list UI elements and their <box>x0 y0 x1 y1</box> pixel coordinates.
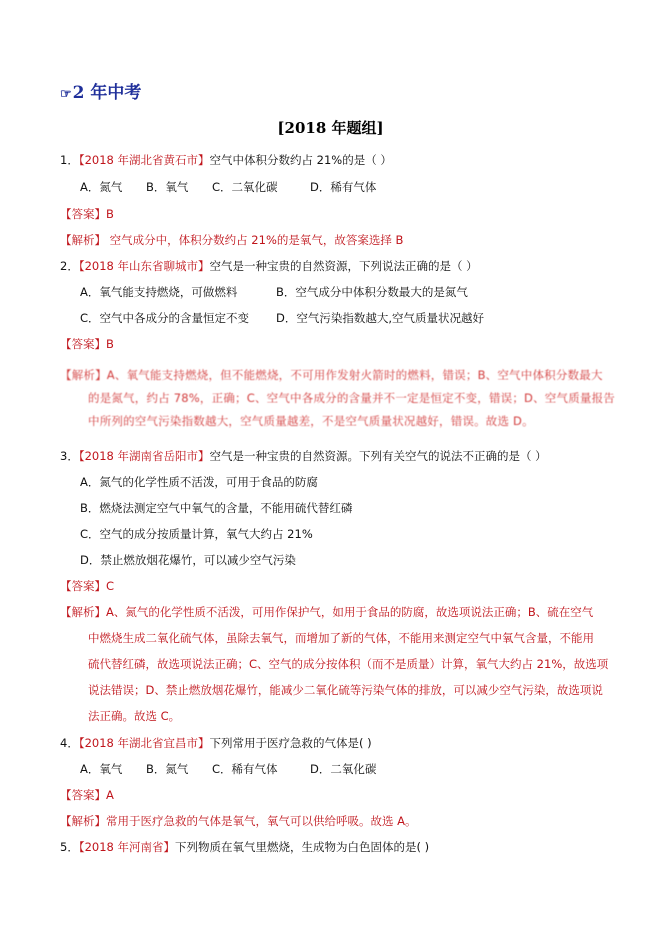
q2-options-row2 <box>80 310 484 326</box>
q1-options <box>80 179 376 195</box>
answer-label: 【答案】 <box>60 579 106 593</box>
q2-answer <box>60 336 114 352</box>
q4-option-b: B．氮气 <box>146 762 189 776</box>
q2-source: 【2018 年山东省聊城市】 <box>78 259 210 273</box>
q4-line <box>60 735 372 751</box>
q3-option-d: D．禁止燃放烟花爆竹，可以减少空气污染 <box>80 553 296 567</box>
q4-options <box>80 761 376 777</box>
q1-option-c: C．二氧化碳 <box>212 180 278 194</box>
q4-stem: 下列常用于医疗急救的气体是( ) <box>209 736 372 750</box>
q3-number: 3． <box>60 449 79 463</box>
q2-explanation-line2: 的是氮气，约占 78%，正确；C、空气中各成分的含量并不一定是恒定不变，错误；D、空气质量报告 <box>88 391 615 405</box>
answer-label: 【答案】 <box>60 788 106 802</box>
q3-line <box>60 448 547 464</box>
q2-line <box>60 258 478 274</box>
q3-stem: 空气是一种宝贵的自然资源。下列有关空气的说法不正确的是（ ） <box>209 449 547 463</box>
q1-number: 1． <box>60 153 79 167</box>
q1-explanation-text: 空气成分中，体积分数约占 21%的是氧气，故答案选择 B <box>106 233 404 247</box>
explanation-label: 【解析】 <box>60 233 106 247</box>
q2-number: 2． <box>60 259 79 273</box>
q4-number: 4． <box>60 736 79 750</box>
q2-explanation-line1: 【解析】A、氧气能支持燃烧，但不能燃烧，不可用作发射火箭时的燃料，错误；B、空气中体积分数最大 <box>60 368 603 382</box>
q1-answer-value: B <box>106 207 114 221</box>
q1-answer <box>60 206 114 222</box>
q4-explanation <box>60 813 417 829</box>
q5-number: 5． <box>60 840 79 854</box>
q1-stem: 空气中体积分数约占 21%的是（ ） <box>209 153 392 167</box>
q1-option-b: B．氧气 <box>146 180 189 194</box>
q3-answer-value: C <box>106 579 115 593</box>
pointing-hand-icon: ☞ <box>60 87 72 102</box>
q3-explanation-line1: 【解析】A、氮气的化学性质不活泼，可用作保护气，如用于食品的防腐，故选项说法正确；B、硫在空气 <box>60 605 594 619</box>
q5-stem: 下列物质在氧气里燃烧，生成物为白色固体的是( ) <box>175 840 430 854</box>
q4-answer-value: A <box>106 788 114 802</box>
q3-explanation-line5: 法正确。故选 C。 <box>88 709 181 723</box>
section-title: 2 年中考 <box>72 83 142 103</box>
q2-option-c: C．空气中各成分的含量恒定不变 <box>80 311 250 325</box>
answer-label: 【答案】 <box>60 207 106 221</box>
q2-explanation-line3: 中所列的空气污染指数越大，空气质量越差，不是空气质量状况越好，错误。故选 D。 <box>88 414 534 428</box>
q4-option-c: C．稀有气体 <box>212 762 278 776</box>
q2-option-d: D．空气污染指数越大,空气质量状况越好 <box>276 311 485 325</box>
q1-option-a: A．氮气 <box>80 180 123 194</box>
q2-stem: 空气是一种宝贵的自然资源，下列说法正确的是（ ） <box>209 259 478 273</box>
section-heading <box>60 78 141 103</box>
q3-option-a: A．氮气的化学性质不活泼，可用于食品的防腐 <box>80 475 318 489</box>
q2-option-b: B．空气成分中体积分数最大的是氮气 <box>276 285 468 299</box>
q1-explanation <box>60 232 403 248</box>
q3-option-c: C．空气的成分按质量计算，氧气大约占 21% <box>80 527 313 541</box>
q4-answer <box>60 787 114 803</box>
group-title: [2018 年题组] <box>277 119 384 137</box>
q2-answer-value: B <box>106 337 114 351</box>
q3-option-b: B．燃烧法测定空气中氧气的含量，不能用硫代替红磷 <box>80 501 353 515</box>
q2-options-row1 <box>80 284 468 300</box>
q1-line <box>60 152 392 168</box>
q5-line <box>60 839 429 855</box>
q4-explanation-text: 常用于医疗急救的气体是氧气，氧气可以供给呼吸。故选 A。 <box>106 814 417 828</box>
q3-explanation-line4: 说法错误；D、禁止燃放烟花爆竹，能减少二氧化硫等污染气体的排放，可以减少空气污染，故选项说 <box>88 683 603 697</box>
q5-source: 【2018 年河南省】 <box>78 840 175 854</box>
q3-explanation-line3: 硫代替红磷，故选项说法正确；C、空气的成分按体积（而不是质量）计算，氧气大约占 21%，故选项 <box>88 657 609 671</box>
q3-explanation-line2: 中燃烧生成二氧化硫气体，虽除去氧气，而增加了新的气体，不能用来测定空气中氧气含量，不能用 <box>88 631 594 645</box>
q4-option-a: A．氧气 <box>80 762 123 776</box>
answer-label: 【答案】 <box>60 337 106 351</box>
q4-option-d: D．二氧化碳 <box>310 762 377 776</box>
q3-source: 【2018 年湖南省岳阳市】 <box>78 449 210 463</box>
explanation-label: 【解析】 <box>60 814 106 828</box>
q1-option-d: D．稀有气体 <box>310 180 377 194</box>
q3-answer <box>60 578 114 594</box>
q1-source: 【2018 年湖北省黄石市】 <box>78 153 210 167</box>
q2-option-a: A．氧气能支持燃烧，可做燃料 <box>80 285 238 299</box>
q4-source: 【2018 年湖北省宜昌市】 <box>78 736 210 750</box>
